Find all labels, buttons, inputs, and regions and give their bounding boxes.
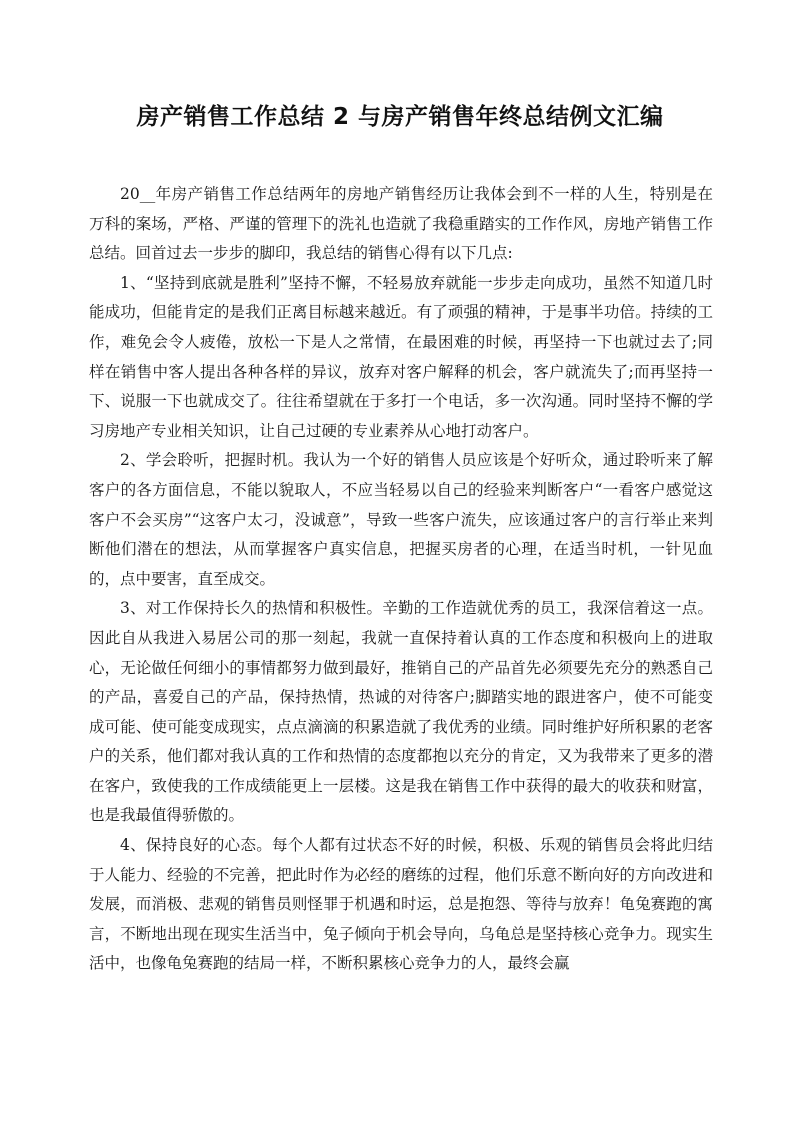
- paragraph-point-3: 3、对工作保持长久的热情和积极性。辛勤的工作造就优秀的员工，我深信着这一点。因此自从我进入易居公司的那一刻起，我就一直保持着认真的工作态度和积极向上的进取心，无论做任何细小的事情都努力做到最好，推销自己的产品首先必须要先充分的熟悉自己的产品，喜爱自己的产品，保持热情，热诚的对待客户;脚踏实地的跟进客户，使不可能变成可能、使可能变成现实，点点滴滴的积累造就了我优秀的业绩。同时维护好所积累的老客户的关系，他们都对我认真的工作和热情的态度都抱以充分的肯定，又为我带来了更多的潜在客户，致使我的工作成绩能更上一层楼。这是我在销售工作中获得的最大的收获和财富，也是我最值得骄傲的。: [89, 599, 713, 825]
- document-title: 房产销售工作总结 2 与房产销售年终总结例文汇编: [136, 104, 664, 130]
- paragraph-point-4: 4、保持良好的心态。每个人都有过状态不好的时候，积极、乐观的销售员会将此归结于人能力、经验的不完善，把此时作为必经的磨练的过程，他们乐意不断向好的方向改进和发展，而消极、悲观的销售员则怪罪于机遇和时运，总是抱怨、等待与放弃！龟兔赛跑的寓言，不断地出现在现实生活当中，兔子倾向于机会导向，乌龟总是坚持核心竞争力。现实生活中，也像龟兔赛跑的结局一样，不断积累核心竞争力的人，最终会赢: [89, 836, 713, 973]
- paragraph-point-2: 2、学会聆听，把握时机。我认为一个好的销售人员应该是个好听众，通过聆听来了解客户的各方面信息，不能以貌取人，不应当轻易以自己的经验来判断客户“一看客户感觉这客户不会买房”“这客户太刁，没诚意”，导致一些客户流失，应该通过客户的言行举止来判断他们潜在的想法，从而掌握客户真实信息，把握买房者的心理，在适当时机，一针见血的，点中要害，直至成交。: [89, 451, 713, 588]
- paragraph-point-1: 1、“坚持到底就是胜利”坚持不懈，不轻易放弃就能一步步走向成功，虽然不知道几时能成功，但能肯定的是我们正离目标越来越近。有了顽强的精神，于是事半功倍。持续的工作，难免会令人疲倦，放松一下是人之常情，在最困难的时候，再坚持一下也就过去了;同样在销售中客人提出各种各样的异议，放弃对客户解释的机会，客户就流失了;而再坚持一下、说服一下也就成交了。往往希望就在于多打一个电话，多一次沟通。同时坚持不懈的学习房地产专业相关知识，让自己过硬的专业素养从心地打动客户。: [89, 273, 713, 440]
- paragraph-intro: 20__年房产销售工作总结两年的房地产销售经历让我体会到不一样的人生，特别是在万科的案场，严格、严谨的管理下的洗礼也造就了我稳重踏实的工作作风，房地产销售工作总结。回首过去一步步的脚印，我总结的销售心得有以下几点:: [89, 185, 713, 263]
- document-body: [89, 180, 713, 979]
